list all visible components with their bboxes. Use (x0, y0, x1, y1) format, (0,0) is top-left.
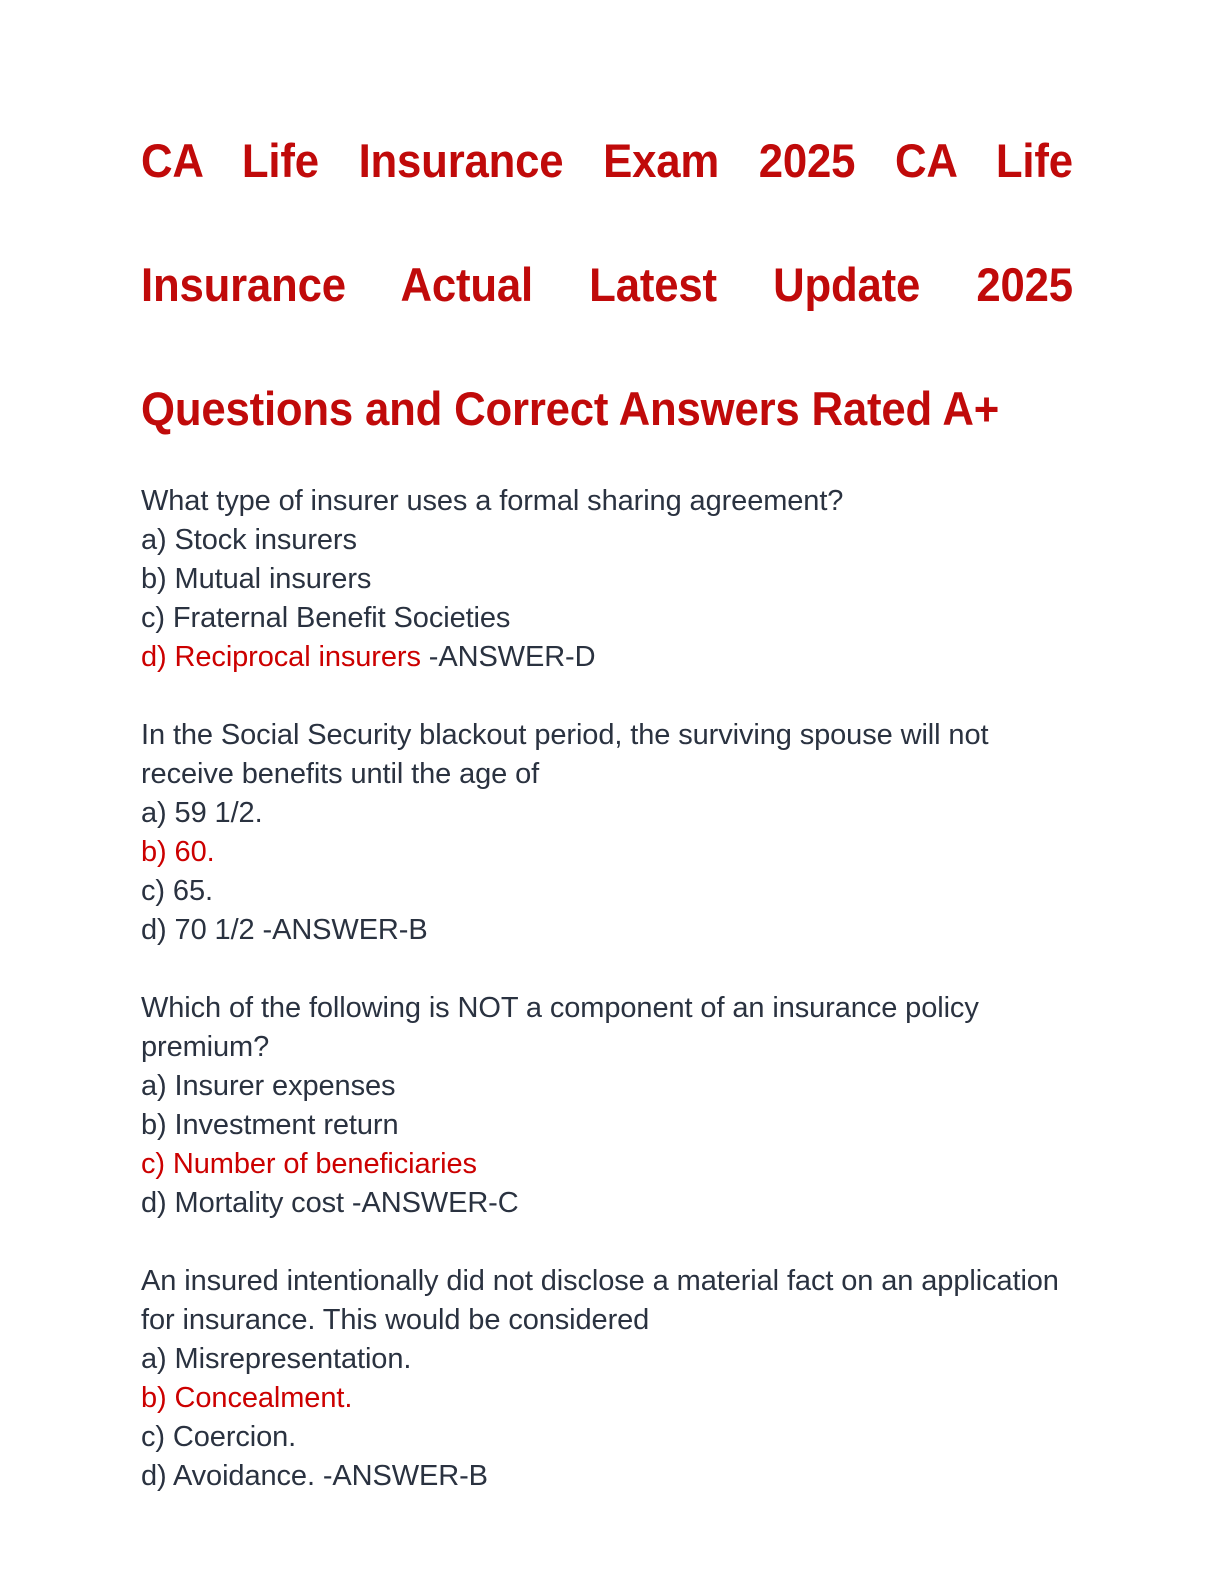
option-text: c) Fraternal Benefit Societies (141, 602, 511, 634)
option-answer-tail: -ANSWER-B (254, 914, 428, 946)
title-body-spacer (141, 440, 1073, 482)
question-block (141, 482, 1073, 677)
question-block (141, 1262, 1073, 1496)
option-text: c) Coercion. (141, 1421, 297, 1453)
question-block (141, 716, 1073, 950)
question-option (141, 911, 1073, 950)
document-content (141, 130, 1073, 1496)
question-option (141, 521, 1073, 560)
questions-list (141, 482, 1073, 1496)
question-option (141, 599, 1073, 638)
question-stem: Which of the following is NOT a component of an insurance policy premium? (141, 992, 979, 1063)
option-text: b) Mutual insurers (141, 563, 372, 595)
option-text: d) Avoidance. (141, 1460, 315, 1492)
option-text: b) Investment return (141, 1109, 399, 1141)
option-text: c) Number of beneficiaries (141, 1148, 477, 1180)
option-text: d) 70 1/2 (141, 914, 255, 946)
option-text: b) 60. (141, 836, 215, 868)
question-option (141, 1067, 1073, 1106)
question-option (141, 872, 1073, 911)
question-option-correct (141, 833, 1073, 872)
question-option (141, 1340, 1073, 1379)
page-title (141, 130, 1073, 440)
option-text: c) 65. (141, 875, 213, 907)
question-option-correct (141, 638, 1073, 677)
question-stem: In the Social Security blackout period, the surviving spouse will not receive benefits until the age of (141, 719, 989, 790)
option-text: a) Insurer expenses (141, 1070, 396, 1102)
question-option (141, 794, 1073, 833)
option-text: d) Reciprocal insurers (141, 641, 421, 673)
question-option (141, 1106, 1073, 1145)
question-stem: An insured intentionally did not disclose a material fact on an application for insurance. This would be considered (141, 1265, 1059, 1336)
title-line-2: Insurance Actual Latest Update 2025 (141, 258, 1073, 311)
option-text: a) Stock insurers (141, 524, 357, 556)
question-option-correct (141, 1379, 1073, 1418)
question-stem: What type of insurer uses a formal sharing agreement? (141, 485, 844, 517)
option-text: a) Misrepresentation. (141, 1343, 412, 1375)
option-text: a) 59 1/2. (141, 797, 263, 829)
title-line-1: CA Life Insurance Exam 2025 CA Life (141, 134, 1073, 187)
title-line-3: Questions and Correct Answers Rated A+ (141, 382, 1000, 435)
question-option-correct (141, 1145, 1073, 1184)
option-answer-tail: -ANSWER-D (420, 641, 596, 673)
option-text: b) Concealment. (141, 1382, 353, 1414)
option-text: d) Mortality cost (141, 1187, 344, 1219)
question-option (141, 1418, 1073, 1457)
question-option (141, 1457, 1073, 1496)
option-answer-tail: -ANSWER-C (343, 1187, 519, 1219)
question-option (141, 560, 1073, 599)
option-answer-tail: -ANSWER-B (314, 1460, 488, 1492)
question-block (141, 989, 1073, 1223)
question-option (141, 1184, 1073, 1223)
